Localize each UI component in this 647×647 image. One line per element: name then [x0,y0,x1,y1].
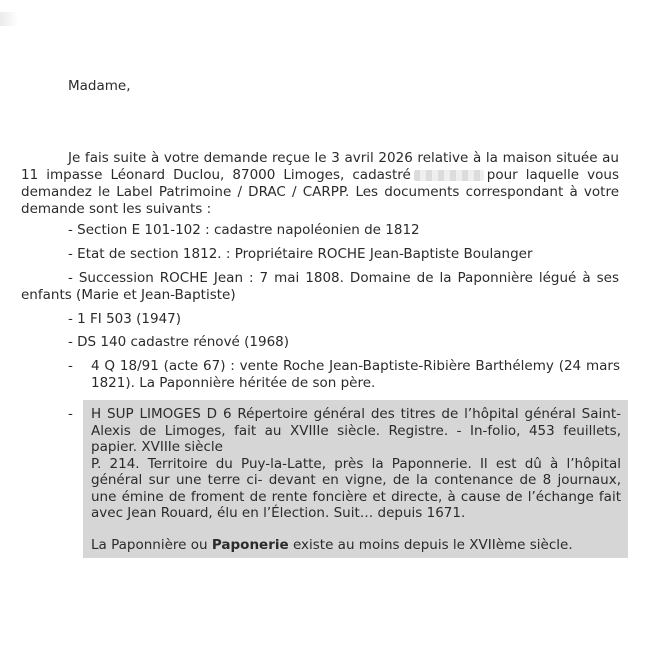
list-item-text: 4 Q 18/91 (acte 67) : vente Roche Jean-Baptiste-Ribière Barthélemy (24 mars 1821). La Paponnière héritée de son père. [91,358,620,391]
quote-conclusion [91,537,573,554]
redacted-parcel-reference [414,170,484,181]
list-item: - Section E 101-102 : cadastre napoléonien de 1812 [68,222,420,238]
archive-entry-title: H SUP LIMOGES D 6 Répertoire général des titres de l’hôpital général Saint-Alexis de Limoges, fait au XVIIIe siècle. Registre. - In-folio, 453 feuillets, papier. XVIIIe siècle [91,406,621,455]
archive-entry-detail: P. 214. Territoire du Puy-la-Latte, près la Paponnerie. Il est dû à l’hôpital général sur une terre ci- devant en vigne, de la contenance de 8 journaux, une émine de froment de rente foncière et directe, à cause de l’échange fait avec Jean Rouard, élu en l’Élection. Suit… depuis 1671. [91,455,621,521]
salutation: Madame, [68,78,131,94]
list-item: - Succession ROCHE Jean : 7 mai 1808. Domaine de la Paponnière légué à ses enfants (Marie et Jean-Baptiste) [21,270,619,303]
list-item: - DS 140 cadastre rénové (1968) [68,334,290,350]
list-item: - Etat de section 1812. : Propriétaire ROCHE Jean-Baptiste Boulanger [68,246,533,262]
list-dash: - [68,358,73,374]
list-item-4q [68,358,620,392]
conclusion-text-after: existe au moins depuis le XVIIème siècle. [292,537,573,553]
archive-quote-text [91,406,621,522]
list-dash: - [68,406,73,422]
intro-paragraph [21,150,619,218]
list-item: - 1 FI 503 (1947) [68,311,182,327]
intro-text-before: Je fais suite à votre demande reçue le 3 avril 2026 relative à la maison située au 11 impasse Léonard Duclou, 87000 Limoges, cadastré [21,150,619,183]
intro-text-after: pour laquelle vous demandez le Label Patrimoine / DRAC / CARPP. Les documents correspondant à votre demande sont les suivants : [21,167,619,217]
conclusion-bold-term: Paponerie [211,537,289,553]
scan-artifact [0,12,18,26]
conclusion-text-before: La Paponnière ou [91,537,208,553]
